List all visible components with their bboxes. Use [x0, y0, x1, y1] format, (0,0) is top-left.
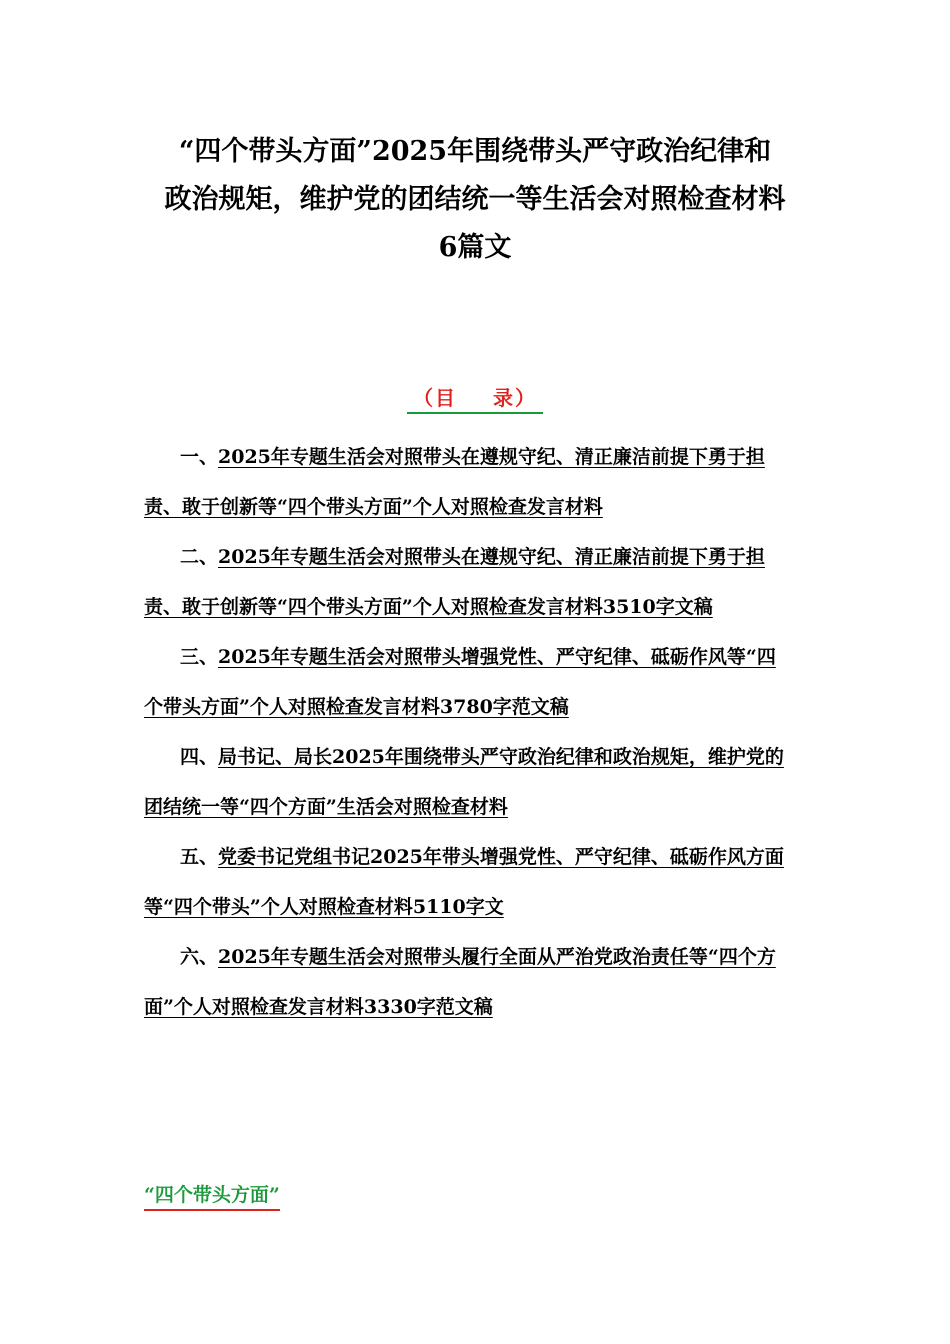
title-line-2: 政治规矩，维护党的团结统一等生活会对照检查材料	[164, 184, 786, 215]
toc-item-link[interactable]: 局书记、局长2025年围绕带头严守政治纪律和政治规矩，维护党的团结统一等“四个方面”生活会对照检查材料	[144, 746, 784, 818]
document-title	[130, 128, 820, 272]
title-line-3: 6篇文	[438, 232, 512, 263]
toc-item-number: 六、	[180, 946, 219, 968]
toc-item-number: 四、	[180, 746, 219, 768]
toc-heading-close: 录）	[493, 386, 537, 410]
toc-item-link[interactable]: 2025年专题生活会对照带头在遵规守纪、清正廉洁前提下勇于担责、敢于创新等“四个带头方面”个人对照检查发言材料	[144, 446, 765, 518]
toc-item-number: 一、	[180, 446, 219, 468]
toc-item-5[interactable]	[144, 832, 794, 932]
toc-item-1[interactable]	[144, 432, 794, 532]
toc-item-6[interactable]	[144, 932, 794, 1032]
toc-item-number: 二、	[180, 546, 219, 568]
toc-heading-text	[407, 382, 543, 414]
title-line-1: “四个带头方面”2025年围绕带头严守政治纪律和	[178, 136, 772, 167]
section-heading: “四个带头方面”	[144, 1180, 280, 1211]
toc-item-link[interactable]: 2025年专题生活会对照带头履行全面从严治党政治责任等“四个方面”个人对照检查发言材料3330字范文稿	[144, 946, 776, 1018]
toc-item-link[interactable]: 2025年专题生活会对照带头在遵规守纪、清正廉洁前提下勇于担责、敢于创新等“四个带头方面”个人对照检查发言材料3510字文稿	[144, 546, 765, 618]
toc-heading	[0, 382, 950, 414]
toc-heading-open: （目	[413, 386, 457, 410]
toc-item-number: 三、	[180, 646, 219, 668]
toc-item-link[interactable]: 党委书记党组书记2025年带头增强党性、严守纪律、砥砺作风方面等“四个带头”个人对照检查材料5110字文	[144, 846, 784, 918]
toc-item-3[interactable]	[144, 632, 794, 732]
toc-item-2[interactable]	[144, 532, 794, 632]
toc-item-link[interactable]: 2025年专题生活会对照带头增强党性、严守纪律、砥砺作风等“四个带头方面”个人对照检查发言材料3780字范文稿	[144, 646, 776, 718]
table-of-contents	[144, 432, 794, 1032]
toc-item-4[interactable]	[144, 732, 794, 832]
toc-item-number: 五、	[180, 846, 219, 868]
